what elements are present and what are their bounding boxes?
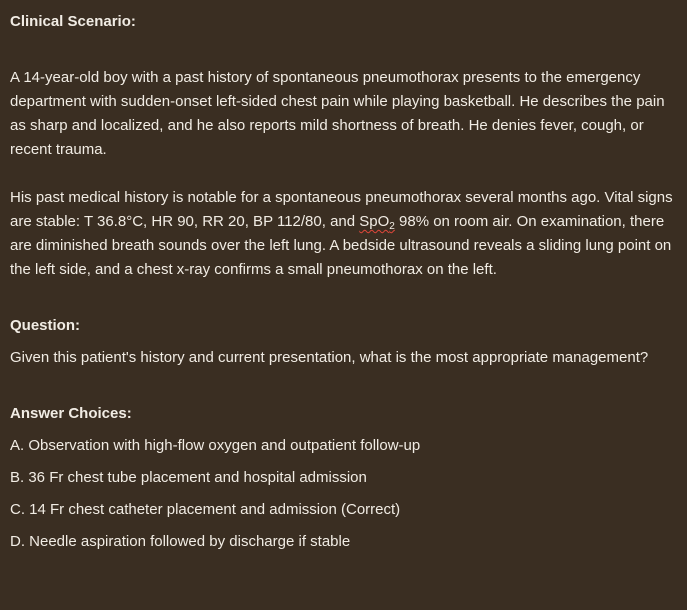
spo2-text: SpO (359, 213, 390, 230)
question-text: Given this patient's history and current presentation, what is the most appropriate management? (10, 349, 649, 366)
scenario-heading: Clinical Scenario: (10, 13, 136, 30)
answer-choice-d: D. Needle aspiration followed by discharge if stable (10, 533, 351, 550)
scenario-paragraph-2-part-1: His past medical history is notable for a spontaneous pneumothorax several months ago. Vital signs are stable: T 36.8°C, HR 90, RR 20, BP 112/80, and (10, 189, 673, 230)
spo2-misspelled-word[interactable] (359, 213, 395, 230)
answer-choice-c: C. 14 Fr chest catheter placement and admission (Correct) (10, 501, 401, 518)
answer-choice-b: B. 36 Fr chest tube placement and hospital admission (10, 469, 367, 486)
spo2-subscript: 2 (389, 221, 395, 232)
answer-choice-a: A. Observation with high-flow oxygen and outpatient follow-up (10, 437, 421, 454)
scenario-paragraph-1: A 14-year-old boy with a past history of spontaneous pneumothorax presents to the emergency department with sudden-onset left-sided chest pain while playing basketball. He describes the pain as sharp and localized, and he also reports mild shortness of breath. He denies fever, cough, or recent trauma. (10, 69, 665, 158)
answer-choices-list (10, 434, 673, 554)
answer-choices-heading: Answer Choices: (10, 405, 132, 422)
question-heading: Question: (10, 317, 80, 334)
scenario-paragraph-2 (10, 186, 673, 282)
scenario-paragraph-2-part-2: 98% on room air. On examination, there are diminished breath sounds over the left lung. A bedside ultrasound reveals a sliding lung point on the left side, and a chest x-ray confirms a small pneumothorax on the left. (10, 213, 672, 278)
